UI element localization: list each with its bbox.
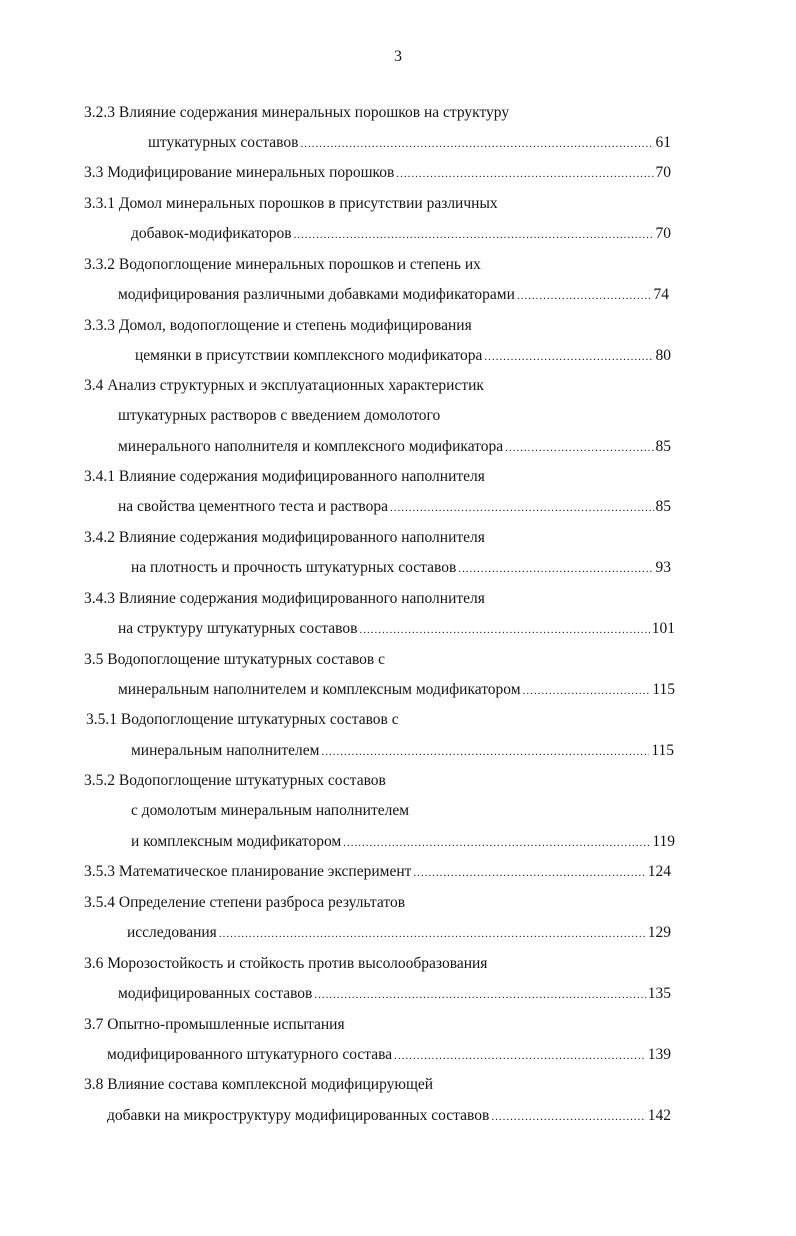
toc-entry-3-3 xyxy=(84,162,671,184)
dot-leader xyxy=(396,163,653,185)
toc-entry-3-6 xyxy=(118,983,671,1005)
dot-leader xyxy=(343,832,650,854)
toc-page-ref: 101 xyxy=(651,620,675,637)
dot-leader xyxy=(394,1045,646,1067)
toc-page-ref: 129 xyxy=(647,924,671,941)
toc-entry-3-5-4 xyxy=(127,922,671,944)
toc-entry-3-4-3-line-1: 3.4.3 Влияние содержания модифицированного наполнителя xyxy=(84,590,485,607)
toc-page-ref: 119 xyxy=(652,833,675,850)
toc-entry-3-6-line-1: 3.6 Морозостойкость и стойкость против высолообразования xyxy=(84,955,488,972)
dot-leader xyxy=(359,619,649,641)
toc-entry-3-3-2 xyxy=(118,284,669,306)
toc-entry-title: минеральным наполнителем и комплексным модификатором xyxy=(118,681,521,698)
toc-entry-title: на структуру штукатурных составов xyxy=(118,620,358,637)
toc-page-ref: 124 xyxy=(647,863,671,880)
dot-leader xyxy=(390,497,654,519)
toc-entry-3-5 xyxy=(118,679,675,701)
dot-leader xyxy=(413,862,645,884)
toc-entry-3-5-1 xyxy=(131,740,674,762)
toc-page-ref: 115 xyxy=(651,742,674,759)
toc-entry-title: модифицированного штукатурного состава xyxy=(107,1046,393,1063)
toc-entry-title: 3.5.3 Математическое планирование эксперимент xyxy=(84,863,412,880)
toc-page-ref: 85 xyxy=(655,438,671,455)
toc-entry-title: добавки на микроструктуру модифицированных составов xyxy=(107,1107,490,1124)
page-number: 3 xyxy=(394,48,402,65)
toc-entry-title: на плотность и прочность штукатурных составов xyxy=(131,559,457,576)
toc-entry-3-3-2-line-1: 3.3.2 Водопоглощение минеральных порошков и степень их xyxy=(84,256,481,273)
toc-entry-3-5-2 xyxy=(131,831,675,853)
toc-entry-3-4-1 xyxy=(118,496,671,518)
toc-entry-3-3-1 xyxy=(131,223,671,245)
toc-entry-title: цемянки в присутствии комплексного модификатора xyxy=(135,347,483,364)
dot-leader xyxy=(321,741,649,763)
toc-page-ref: 70 xyxy=(655,164,671,181)
toc-entry-3-3-3 xyxy=(135,345,671,367)
toc-entry-3-7 xyxy=(107,1044,671,1066)
toc-page-ref: 139 xyxy=(647,1046,671,1063)
toc-entry-title: добавок-модификаторов xyxy=(131,225,292,242)
toc-entry-title: на свойства цементного теста и раствора xyxy=(118,498,388,515)
toc-entry-3-4-2 xyxy=(131,557,671,579)
dot-leader xyxy=(458,558,653,580)
dot-leader xyxy=(219,923,646,945)
toc-entry-3-2-3-line-1: 3.2.3 Влияние содержания минеральных порошков на структуру xyxy=(84,104,510,121)
toc-page-ref: 70 xyxy=(655,225,671,242)
dot-leader xyxy=(523,680,651,702)
toc-entry-title: модифицирования различными добавками модификаторами xyxy=(118,286,515,303)
toc-entry-3-5-line-1: 3.5 Водопоглощение штукатурных составов с xyxy=(84,651,385,668)
toc-page-ref: 142 xyxy=(647,1107,671,1124)
toc-entry-3-8 xyxy=(107,1105,671,1127)
toc-entry-3-8-line-1: 3.8 Влияние состава комплексной модифицирующей xyxy=(84,1076,434,1093)
dot-leader xyxy=(484,346,653,368)
dot-leader xyxy=(300,133,653,155)
toc-entry-3-4-1-line-1: 3.4.1 Влияние содержания модифицированного наполнителя xyxy=(84,468,485,485)
toc-entry-3-4 xyxy=(118,436,671,458)
toc-entry-3-2-3 xyxy=(148,132,671,154)
toc-entry-3-7-line-1: 3.7 Опытно-промышленные испытания xyxy=(84,1016,345,1033)
toc-page-ref: 115 xyxy=(652,681,675,698)
toc-page-ref: 80 xyxy=(655,347,671,364)
toc-entry-title: модифицированных составов xyxy=(118,985,313,1002)
toc-entry-title: минеральным наполнителем xyxy=(131,742,320,759)
dot-leader xyxy=(294,224,654,246)
toc-entry-3-4-line-2: штукатурных растворов с введением домолотого xyxy=(118,407,441,424)
toc-entry-3-5-3 xyxy=(84,861,671,883)
dot-leader xyxy=(517,285,652,307)
toc-page-ref: 135 xyxy=(647,985,671,1002)
toc-entry-title: штукатурных составов xyxy=(148,134,299,151)
toc-entry-title: исследования xyxy=(127,924,217,941)
toc-entry-3-5-2-line-2: с домолотым минеральным наполнителем xyxy=(131,802,410,819)
toc-entry-title: 3.3 Модифицирование минеральных порошков xyxy=(84,164,395,181)
toc-entry-3-5-4-line-1: 3.5.4 Определение степени разброса результатов xyxy=(84,894,406,911)
toc-entry-title: минерального наполнителя и комплексного модификатора xyxy=(118,438,504,455)
toc-page-ref: 85 xyxy=(655,498,671,515)
toc-entry-3-4-3 xyxy=(118,618,675,640)
toc-entry-3-4-line-1: 3.4 Анализ структурных и эксплуатационных характеристик xyxy=(84,377,484,394)
toc-page-ref: 74 xyxy=(653,286,669,303)
toc-page-ref: 93 xyxy=(655,559,671,576)
dot-leader xyxy=(491,1106,645,1128)
toc-page-ref: 61 xyxy=(655,134,671,151)
toc-entry-3-3-3-line-1: 3.3.3 Домол, водопоглощение и степень модифицирования xyxy=(84,317,472,334)
toc-entry-3-5-2-line-1: 3.5.2 Водопоглощение штукатурных составов xyxy=(84,772,386,789)
dot-leader xyxy=(505,437,653,459)
dot-leader xyxy=(314,984,645,1006)
toc-entry-3-4-2-line-1: 3.4.2 Влияние содержания модифицированного наполнителя xyxy=(84,529,485,546)
toc-entry-3-5-1-line-1: 3.5.1 Водопоглощение штукатурных составов с xyxy=(86,711,399,728)
toc-entry-title: и комплексным модификатором xyxy=(131,833,342,850)
toc-entry-3-3-1-line-1: 3.3.1 Домол минеральных порошков в присутствии различных xyxy=(84,195,498,212)
